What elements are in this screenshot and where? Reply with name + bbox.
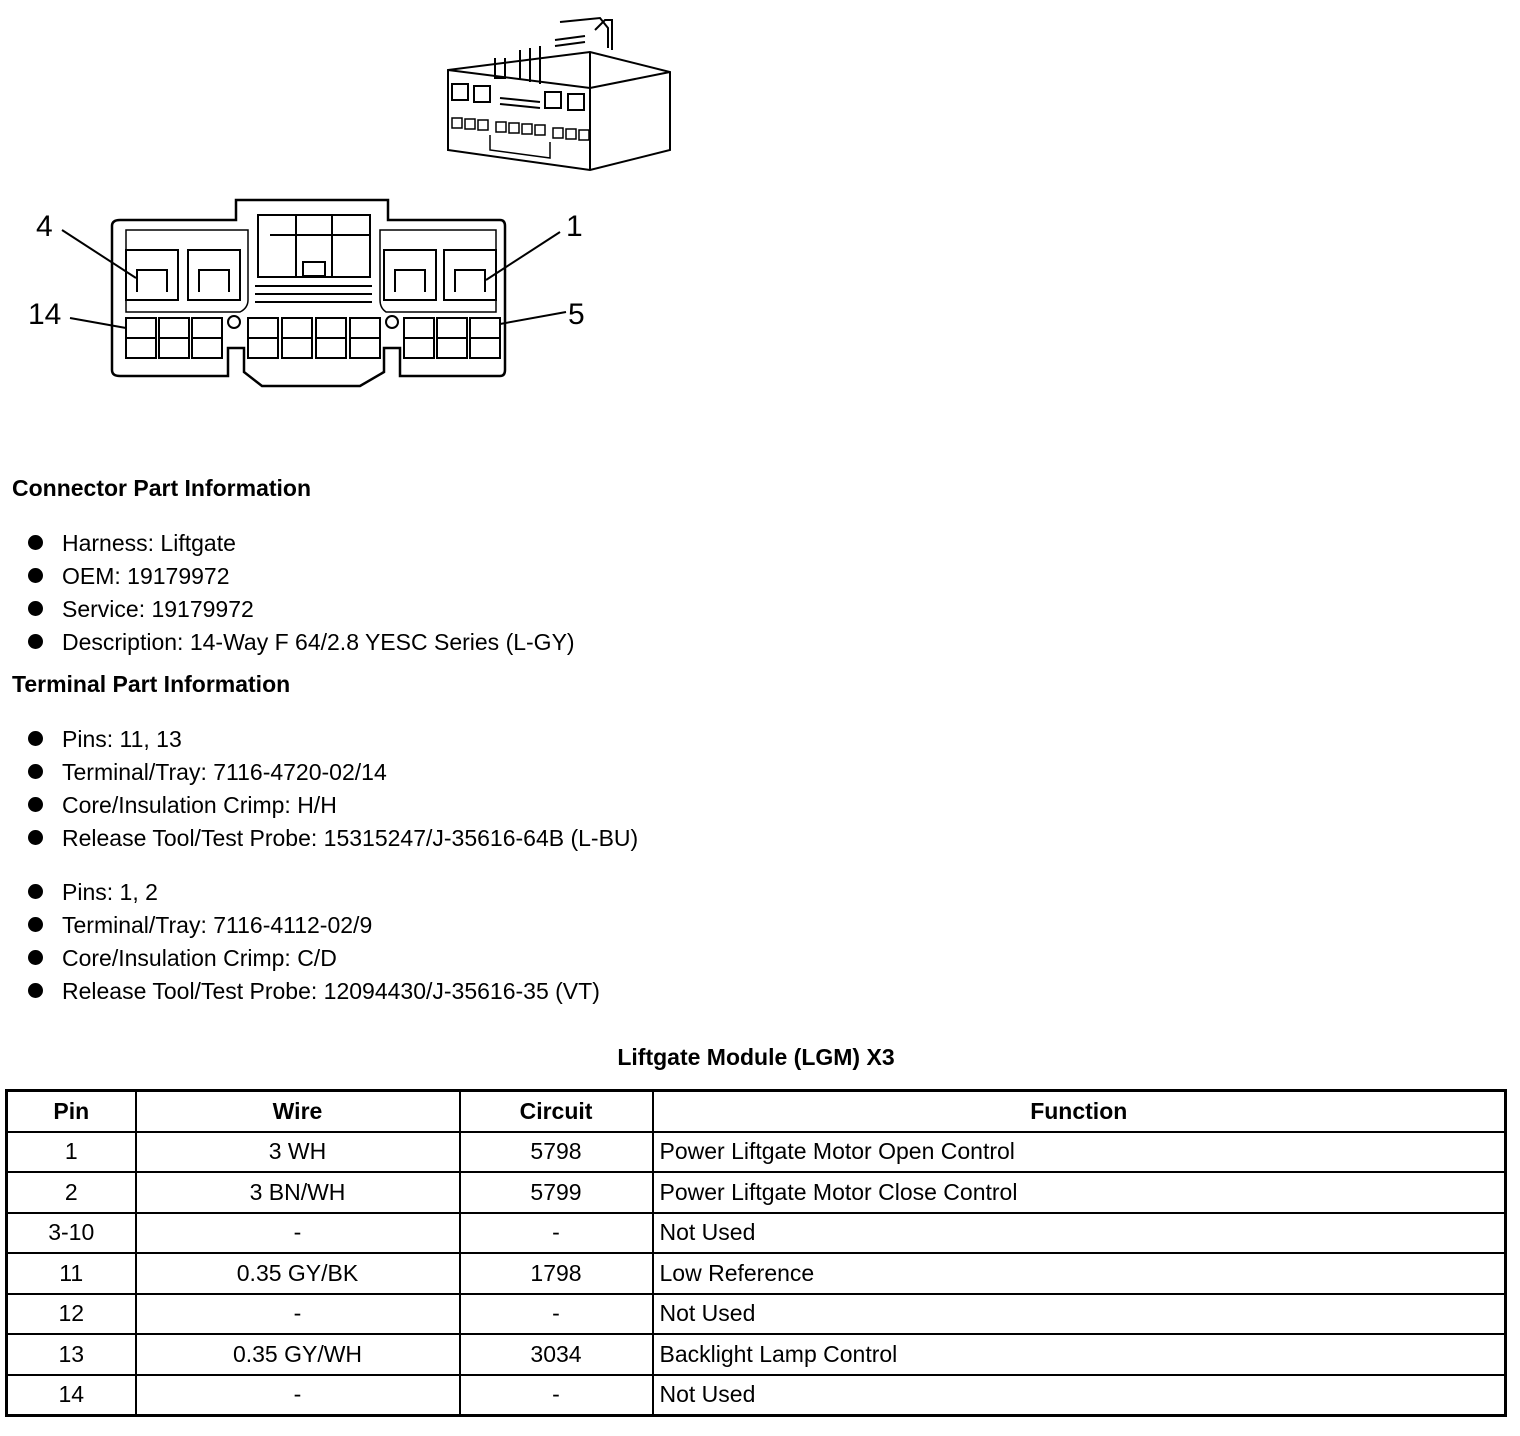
cell-circuit: -: [460, 1375, 653, 1416]
pin-label-4: 4: [36, 210, 53, 243]
cell-wire: -: [136, 1375, 460, 1416]
pin-table: [5, 1089, 1507, 1417]
terminal-tray: Terminal/Tray: 7116-4112-02/9: [62, 912, 373, 938]
table-row: [7, 1172, 1506, 1213]
bullet-icon: [28, 731, 43, 746]
list-item: [28, 876, 600, 909]
connector-service: Service: 19179972: [62, 596, 254, 622]
terminal-crimp: Core/Insulation Crimp: C/D: [62, 945, 337, 971]
terminal-pins: Pins: 11, 13: [62, 726, 182, 752]
terminal-group-1: [28, 723, 638, 855]
connector-diagram: [0, 0, 720, 420]
list-item: [28, 593, 575, 626]
terminal-crimp: Core/Insulation Crimp: H/H: [62, 792, 337, 818]
cell-function: Not Used: [653, 1375, 1506, 1416]
cell-circuit: -: [460, 1294, 653, 1335]
connector-oem: OEM: 19179972: [62, 563, 230, 589]
cell-function: Power Liftgate Motor Close Control: [653, 1172, 1506, 1213]
cell-wire: 0.35 GY/WH: [136, 1334, 460, 1375]
table-header-row: [7, 1091, 1506, 1132]
bullet-icon: [28, 917, 43, 932]
cell-circuit: 3034: [460, 1334, 653, 1375]
cell-circuit: 5798: [460, 1132, 653, 1173]
bullet-icon: [28, 634, 43, 649]
list-item: [28, 789, 638, 822]
bullet-icon: [28, 797, 43, 812]
center-latch: [255, 215, 372, 302]
cell-wire: -: [136, 1294, 460, 1335]
terminal-group-2: [28, 876, 600, 1008]
cell-wire: 3 BN/WH: [136, 1172, 460, 1213]
table-row: [7, 1334, 1506, 1375]
bullet-icon: [28, 568, 43, 583]
bullet-icon: [28, 764, 43, 779]
cell-function: Power Liftgate Motor Open Control: [653, 1132, 1506, 1173]
table-row: [7, 1132, 1506, 1173]
cell-wire: 3 WH: [136, 1132, 460, 1173]
list-item: [28, 756, 638, 789]
pin-label-5: 5: [568, 298, 585, 331]
cell-pin: 11: [7, 1253, 136, 1294]
cell-pin: 1: [7, 1132, 136, 1173]
table-row: [7, 1253, 1506, 1294]
cell-pin: 13: [7, 1334, 136, 1375]
cell-wire: 0.35 GY/BK: [136, 1253, 460, 1294]
list-item: [28, 909, 600, 942]
terminal-pins: Pins: 1, 2: [62, 879, 158, 905]
list-item: [28, 822, 638, 855]
bullet-icon: [28, 830, 43, 845]
terminal-release-tool: Release Tool/Test Probe: 15315247/J-35616-64B (L-BU): [62, 825, 639, 851]
connector-part-info-list: [28, 527, 575, 659]
pin-label-14: 14: [28, 298, 62, 331]
cell-function: Not Used: [653, 1213, 1506, 1254]
cell-function: Not Used: [653, 1294, 1506, 1335]
cell-wire: -: [136, 1213, 460, 1254]
header-circuit: Circuit: [460, 1091, 653, 1132]
cell-function: Backlight Lamp Control: [653, 1334, 1506, 1375]
cell-pin: 3-10: [7, 1213, 136, 1254]
connector-3d-view: [448, 18, 670, 170]
table-row: [7, 1375, 1506, 1416]
bullet-icon: [28, 983, 43, 998]
header-function: Function: [653, 1091, 1506, 1132]
bullet-icon: [28, 535, 43, 550]
cell-pin: 2: [7, 1172, 136, 1213]
cell-pin: 12: [7, 1294, 136, 1335]
table-row: [7, 1294, 1506, 1335]
cell-circuit: 5799: [460, 1172, 653, 1213]
header-wire: Wire: [136, 1091, 460, 1132]
list-item: [28, 527, 575, 560]
terminal-part-info-title: Terminal Part Information: [12, 671, 291, 697]
cell-circuit: -: [460, 1213, 653, 1254]
terminal-tray: Terminal/Tray: 7116-4720-02/14: [62, 759, 387, 785]
terminal-release-tool: Release Tool/Test Probe: 12094430/J-35616-35 (VT): [62, 978, 600, 1004]
cell-circuit: 1798: [460, 1253, 653, 1294]
connector-face-view: [62, 200, 566, 386]
bullet-icon: [28, 601, 43, 616]
list-item: [28, 626, 575, 659]
list-item: [28, 723, 638, 756]
cell-pin: 14: [7, 1375, 136, 1416]
small-cavity-row: [126, 316, 500, 358]
list-item: [28, 975, 600, 1008]
list-item: [28, 942, 600, 975]
table-title: Liftgate Module (LGM) X3: [617, 1044, 895, 1070]
pin-label-1: 1: [566, 210, 583, 243]
connector-harness: Harness: Liftgate: [62, 530, 236, 556]
connector-description: Description: 14-Way F 64/2.8 YESC Series (L-GY): [62, 629, 575, 655]
header-pin: Pin: [7, 1091, 136, 1132]
cell-function: Low Reference: [653, 1253, 1506, 1294]
list-item: [28, 560, 575, 593]
connector-part-info-title: Connector Part Information: [12, 475, 312, 501]
table-row: [7, 1213, 1506, 1254]
bullet-icon: [28, 884, 43, 899]
bullet-icon: [28, 950, 43, 965]
